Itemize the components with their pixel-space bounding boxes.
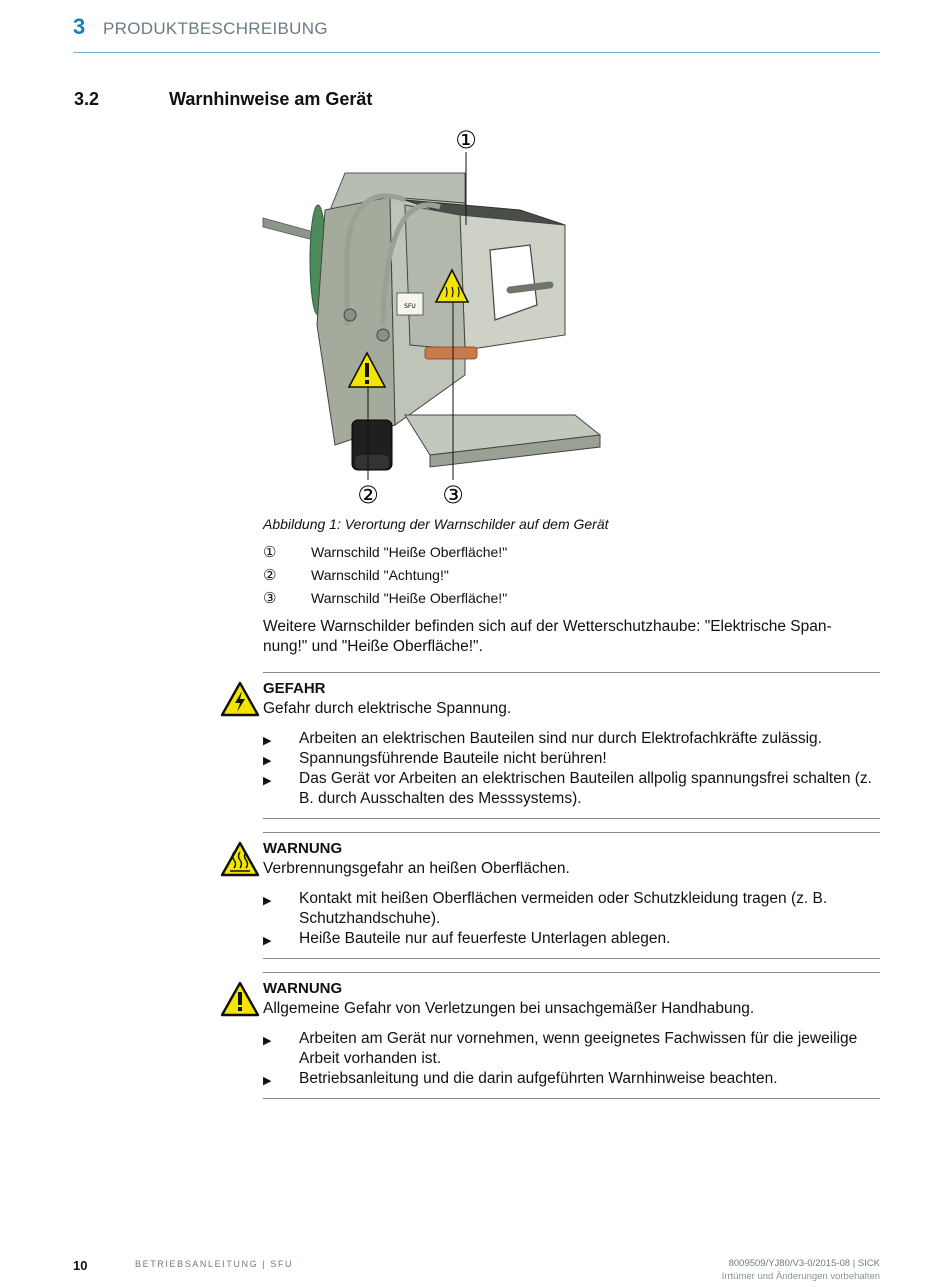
warning-box-bottom-line [263, 1098, 880, 1099]
warning-level: WARNUNG [263, 980, 343, 997]
device-illustration [255, 125, 615, 510]
footer-doc-title: BETRIEBSANLEITUNG | SFU [135, 1259, 294, 1269]
header-divider [73, 52, 880, 53]
hot-surface-icon [220, 841, 260, 877]
legend-text: Warnschild "Heiße Oberfläche!" [311, 544, 508, 560]
list-item: ▶ Das Gerät vor Arbeiten an elektrischen Bauteilen allpolig spannungsfrei schalten (z. B. durch Ausschalten des Messsystems). [263, 770, 872, 807]
list-item: ▶ Heiße Bauteile nur auf feuerfeste Unterlagen ablegen. [263, 929, 880, 949]
warning-box-top-line [263, 832, 880, 833]
electric-voltage-icon [220, 681, 260, 717]
warning-level: WARNUNG [263, 840, 343, 857]
legend-item [263, 543, 507, 561]
warning-level: GEFAHR [263, 680, 326, 697]
callout-2: ② [357, 481, 379, 509]
section-number: 3.2 [74, 89, 100, 109]
list-item: ▶ Betriebsanleitung und die darin aufgeführten Warnhinweise beachten. [263, 1069, 880, 1089]
legend-number: ③ [263, 590, 277, 607]
legend-number: ② [263, 567, 277, 584]
list-item: ▶ Arbeiten an elektrischen Bauteilen sind nur durch Elektrofachkräfte zulässig. [263, 729, 880, 749]
list-item: ▶ Spannungsführende Bauteile nicht berühren! [263, 749, 880, 769]
legend-item [263, 589, 507, 607]
bullet-triangle-icon: ▶ [263, 735, 272, 747]
figure-caption: Abbildung 1: Verortung der Warnschilder auf dem Gerät [263, 516, 609, 532]
warning-box-top-line [263, 972, 880, 973]
warning-subtitle: Allgemeine Gefahr von Verletzungen bei unsachgemäßer Handhabung. [263, 1000, 755, 1017]
body-paragraph: Weitere Warnschilder befinden sich auf der Wetterschutzhaube: "Elektrische Spannung!" und "Heiße Oberfläche!". [263, 618, 832, 655]
callout-1: ① [455, 126, 477, 154]
page-number: 10 [73, 1258, 88, 1273]
device-label: SFU [404, 303, 416, 310]
warning-subtitle: Verbrennungsgefahr an heißen Oberflächen. [263, 860, 570, 877]
footer-doc-id: 8009509/YJ80/V3-0/2015-08 | SICK [728, 1258, 880, 1269]
legend-text: Warnschild "Achtung!" [311, 567, 449, 583]
warning-box-bottom-line [263, 958, 880, 959]
legend-text: Warnschild "Heiße Oberfläche!" [311, 590, 508, 606]
list-item: ▶ Arbeiten am Gerät nur vornehmen, wenn geeignetes Fachwissen für die jeweilige Arbeit vorhanden ist. [263, 1030, 858, 1067]
warning-box-bottom-line [263, 818, 880, 819]
bullet-triangle-icon: ▶ [263, 775, 272, 787]
bullet-triangle-icon: ▶ [263, 755, 272, 767]
general-warning-icon [220, 981, 260, 1017]
bullet-triangle-icon: ▶ [263, 1075, 272, 1087]
legend-item [263, 566, 449, 584]
warning-subtitle: Gefahr durch elektrische Spannung. [263, 700, 512, 717]
warning-box-top-line [263, 672, 880, 673]
callout-3: ③ [442, 481, 464, 509]
chapter-title: PRODUKTBESCHREIBUNG [103, 19, 328, 38]
footer-disclaimer: Irrtümer und Änderungen vorbehalten [721, 1271, 880, 1282]
bullet-triangle-icon: ▶ [263, 1035, 272, 1047]
legend-number: ① [263, 544, 277, 561]
list-item: ▶ Kontakt mit heißen Oberflächen vermeiden oder Schutzkleidung tragen (z. B. Schutzhandschuhe). [263, 890, 828, 927]
bullet-triangle-icon: ▶ [263, 935, 272, 947]
bullet-triangle-icon: ▶ [263, 895, 272, 907]
section-title: Warnhinweise am Gerät [169, 89, 373, 109]
chapter-number: 3 [73, 14, 86, 39]
